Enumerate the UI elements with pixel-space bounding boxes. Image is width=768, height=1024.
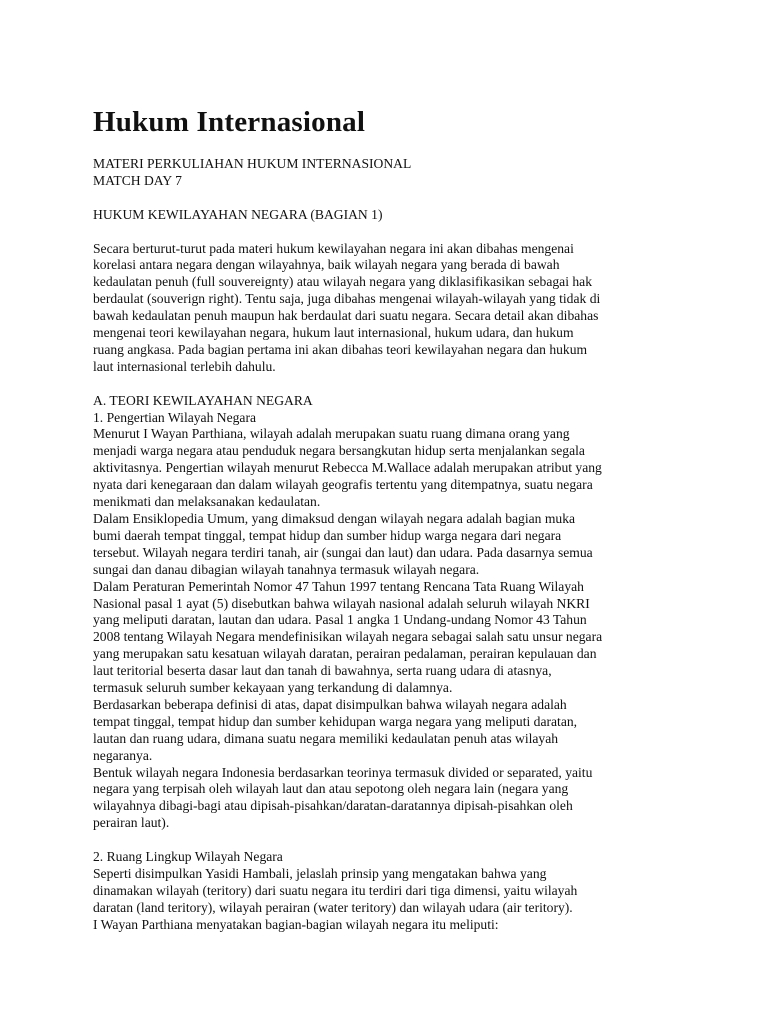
text-line: Secara berturut-turut pada materi hukum kewilayahan negara ini akan dibahas mengenai: [93, 240, 574, 256]
text-line: I Wayan Parthiana menyatakan bagian-bagian wilayah negara itu meliputi:: [93, 916, 499, 932]
text-line: mengenai teori kewilayahan negara, hukum laut internasional, hukum udara, dan hukum: [93, 325, 574, 341]
text-line: laut internasional terlebih dahulu.: [93, 358, 276, 374]
text-line: menjadi warga negara atau penduduk negara bersangkutan hidup serta menjalankan segala: [93, 443, 585, 459]
text-line: bumi daerah tempat tinggal, tempat hidup dan sumber hidup warga negara dari negara: [93, 527, 562, 543]
text-line: termasuk seluruh sumber kekayaan yang terkandung di dalamnya.: [93, 680, 453, 696]
text-line: nyata dari kenegaraan dan dalam wilayah geografis tertentu yang ditempatnya, suatu negara: [93, 477, 593, 493]
text-line: 2. Ruang Lingkup Wilayah Negara: [93, 849, 283, 865]
text-line: Dalam Peraturan Pemerintah Nomor 47 Tahun 1997 tentang Rencana Tata Ruang Wilayah: [93, 578, 584, 594]
text-line: HUKUM KEWILAYAHAN NEGARA (BAGIAN 1): [93, 206, 383, 222]
document-title: Hukum Internasional: [93, 106, 366, 138]
text-line: bawah kedaulatan penuh maupun hak berdaulat dari suatu negara. Secara detail akan dibahas: [93, 308, 599, 324]
text-line: aktivitasnya. Pengertian wilayah menurut Rebecca M.Wallace adalah merupakan atribut yang: [93, 460, 602, 476]
text-line: Nasional pasal 1 ayat (5) disebutkan bahwa wilayah nasional adalah seluruh wilayah NKRI: [93, 595, 590, 611]
text-line: A. TEORI KEWILAYAHAN NEGARA: [93, 392, 313, 408]
text-line: korelasi antara negara dengan wilayahnya, baik wilayah negara yang berada di bawah: [93, 257, 560, 273]
text-line: negara yang terpisah oleh wilayah laut dan atau sepotong oleh negara lain (negara yang: [93, 781, 569, 797]
text-line: Seperti disimpulkan Yasidi Hambali, jelaslah prinsip yang mengatakan bahwa yang: [93, 866, 547, 881]
text-line: sungai dan danau dibagian wilayah tanahnya termasuk wilayah negara.: [93, 561, 480, 577]
text-line: Menurut I Wayan Parthiana, wilayah adalah merupakan suatu ruang dimana orang yang: [93, 426, 570, 442]
text-line: yang merupakan satu kesatuan wilayah daratan, perairan pedalaman, perairan kepulauan dan: [93, 646, 597, 662]
text-line: wilayahnya dibagi-bagi atau dipisah-pisahkan/daratan-daratannya dipisah-pisahkan oleh: [93, 798, 573, 814]
text-line: tersebut. Wilayah negara terdiri tanah, air (sungai dan laut) dan udara. Pada dasarnya semua: [93, 544, 593, 560]
blank-line: [93, 376, 683, 393]
text-line: kedaulatan penuh (full souvereignty) atau wilayah negara yang diklasifikasikan sebagai hak: [93, 274, 593, 290]
text-line: laut teritorial beserta dasar laut dan tanah di bawahnya, serta ruang udara di atasnya,: [93, 663, 552, 679]
blank-line: [93, 190, 683, 207]
text-line: menikmati dan melaksanakan kedaulatan.: [93, 494, 321, 510]
text-line: MATCH DAY 7: [93, 172, 182, 188]
text-line: perairan laut).: [93, 815, 170, 831]
text-line: daratan (land teritory), wilayah perairan (water teritory) dan wilayah udara (air teritory).: [93, 899, 573, 915]
blank-line: [93, 832, 683, 849]
text-line: MATERI PERKULIAHAN HUKUM INTERNASIONAL: [93, 156, 412, 171]
text-line: berdaulat (souverign right). Tentu saja, juga dibahas mengenai wilayah-wilayah yang tidak di: [93, 291, 601, 307]
text-line: dinamakan wilayah (teritory) dari suatu negara itu terdiri dari tiga dimensi, yaitu wilayah: [93, 882, 578, 898]
text-line: lautan dan ruang udara, dimana suatu negara memiliki kedaulatan penuh atas wilayah: [93, 730, 559, 746]
document-body: [93, 156, 683, 934]
text-line: tempat tinggal, tempat hidup dan sumber kehidupan warga negara yang meliputi daratan,: [93, 713, 578, 729]
text-line: Dalam Ensiklopedia Umum, yang dimaksud dengan wilayah negara adalah bagian muka: [93, 510, 576, 526]
document-page: [93, 104, 683, 934]
text-line: Bentuk wilayah negara Indonesia berdasarkan teorinya termasuk divided or separated, yaitu: [93, 764, 593, 780]
blank-line: [93, 224, 683, 241]
text-line: ruang angkasa. Pada bagian pertama ini akan dibahas teori kewilayahan negara dan hukum: [93, 341, 588, 357]
text-line: negaranya.: [93, 747, 153, 763]
text-line: 2008 tentang Wilayah Negara mendefinisikan wilayah negara sebagai salah satu unsur negara: [93, 629, 603, 645]
text-line: 1. Pengertian Wilayah Negara: [93, 409, 257, 425]
text-line: yang meliputi daratan, lautan dan udara. Pasal 1 angka 1 Undang-undang Nomor 43 Tahun: [93, 612, 587, 628]
text-line: Berdasarkan beberapa definisi di atas, dapat disimpulkan bahwa wilayah negara adalah: [93, 696, 567, 712]
